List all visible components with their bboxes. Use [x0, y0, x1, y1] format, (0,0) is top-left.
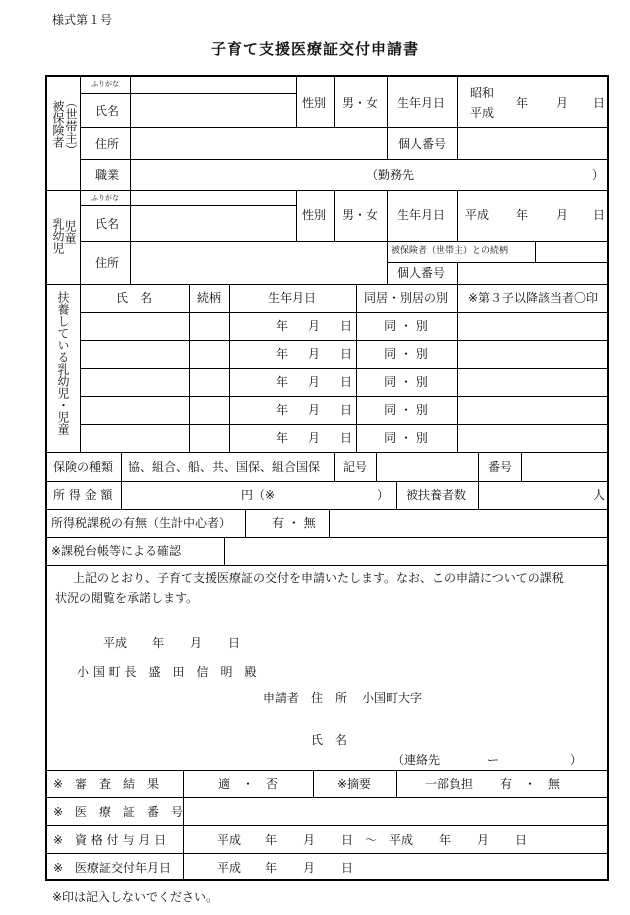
rule [45, 565, 609, 566]
rule [183, 770, 184, 881]
rule [387, 262, 609, 263]
income-close: ） [377, 488, 390, 502]
rule [334, 190, 335, 241]
rule [334, 75, 335, 127]
summary-label: ※摘要 [337, 777, 372, 791]
insured-year-unit: 年 [516, 96, 529, 110]
rule [130, 190, 131, 284]
dependents-header-relation: 続柄 [196, 291, 222, 305]
rule [45, 853, 609, 854]
dependents-header-name: 氏 名 [115, 291, 153, 305]
dependent-row-5-month: 月 [308, 431, 321, 445]
rule [121, 452, 122, 481]
rule [45, 481, 609, 482]
rule [457, 75, 458, 159]
child-name-label: 氏名 [95, 217, 120, 231]
rule [396, 481, 397, 509]
qual-tilde: ～ [365, 833, 378, 847]
dependent-row-2-month: 月 [308, 347, 321, 361]
dependents-header-third-child: ※第３子以降該当者〇印 [467, 291, 599, 305]
insured-furigana-label: ふりがな [91, 80, 119, 88]
insured-sex-options[interactable]: 男・女 [342, 96, 379, 110]
applicant-name-label: 氏 名 [311, 733, 348, 747]
dependents-header-birthdate: 生年月日 [267, 291, 317, 305]
rule [313, 770, 314, 797]
rule [80, 368, 609, 369]
child-personal-number-label: 個人番号 [397, 266, 446, 280]
rule [45, 825, 609, 826]
dependent-row-5-living[interactable]: 同 ・ 別 [384, 431, 428, 445]
rule [80, 340, 609, 341]
insured-workplace-close: ） [592, 168, 605, 182]
copay-label: 一部負担 [425, 777, 474, 791]
child-birthdate-label: 生年月日 [397, 208, 446, 222]
dependent-row-4-day: 日 [340, 403, 353, 417]
declaration-date-year: 年 [152, 636, 165, 650]
insurance-type-options[interactable]: 協、組合、船、共、国保、組合国保 [128, 460, 321, 474]
rule [45, 797, 609, 798]
rule [80, 424, 609, 425]
rule [356, 284, 357, 452]
rule [229, 284, 230, 452]
qual-from-era: 平成 [217, 833, 242, 847]
dependent-row-4-living[interactable]: 同 ・ 別 [384, 403, 428, 417]
child-sex-options[interactable]: 男・女 [342, 208, 379, 222]
income-yen-label: 円（※ [241, 488, 276, 502]
rule [80, 93, 296, 94]
declaration-line-2: 状況の閲覧を承諾します。 [55, 591, 199, 605]
rule [457, 284, 458, 452]
insured-birthdate-label: 生年月日 [397, 96, 446, 110]
dependent-row-4-month: 月 [308, 403, 321, 417]
insured-section-label: 被保険者 [51, 100, 65, 148]
rule [130, 75, 131, 190]
rule [387, 75, 388, 159]
page-title: 子育て支援医療証交付申請書 [210, 40, 419, 58]
child-section-label-1: 乳幼児 [51, 218, 65, 254]
dependent-row-4-year: 年 [276, 403, 289, 417]
applicant-address-label: 住 所 [311, 691, 348, 705]
rule [457, 262, 458, 284]
footer-note: ※印は記入しないでください。 [52, 890, 219, 904]
rule [80, 75, 81, 452]
rule [535, 241, 536, 262]
dependents-header-living: 同居・別居の別 [363, 291, 449, 305]
rule [387, 190, 388, 284]
declaration-line-1: 上記のとおり、子育て支援医療証の交付を申請いたします。なお、この申請についての課税 [73, 571, 564, 585]
insured-name-label: 氏名 [95, 104, 120, 118]
issue-date-label: ※ 医療証交付年月日 [53, 861, 172, 875]
issue-day: 日 [341, 861, 354, 875]
dependent-row-2-year: 年 [276, 347, 289, 361]
child-month-unit: 月 [556, 208, 569, 222]
insured-occupation-label: 職業 [95, 168, 120, 182]
dependents-count-unit: 人 [593, 488, 606, 502]
review-result-options: 適 ・ 否 [218, 777, 279, 791]
declaration-date-era: 平成 [103, 636, 128, 650]
applicant-label: 申請者 [263, 691, 300, 705]
declaration-date-day: 日 [228, 636, 241, 650]
cert-number-label: ※ 医 療 証 番 号 [53, 805, 184, 819]
child-address-label: 住所 [95, 256, 120, 270]
form-number: 様式第１号 [52, 13, 113, 27]
insured-era-heisei[interactable]: 平成 [470, 106, 495, 120]
rule [521, 452, 522, 481]
income-label: 所 得 金 額 [53, 488, 113, 502]
issue-era: 平成 [217, 861, 242, 875]
insurance-symbol-label: 記号 [343, 460, 368, 474]
rule [80, 159, 609, 160]
rule [45, 284, 609, 285]
qual-to-era: 平成 [389, 833, 414, 847]
tax-options[interactable]: 有 ・ 無 [272, 516, 316, 530]
child-era[interactable]: 平成 [465, 208, 490, 222]
insured-section-sublabel: （世帯主） [64, 96, 78, 156]
child-relation-label: 被保険者（世帯主）との続柄 [391, 246, 509, 256]
dependent-row-2-day: 日 [340, 347, 353, 361]
rule [245, 509, 246, 537]
applicant-address-value: 小国町大字 [362, 691, 423, 705]
rule [80, 127, 609, 128]
insured-sex-label: 性別 [302, 96, 327, 110]
rule [296, 75, 297, 127]
applicant-contact-label: （連絡先 [392, 753, 441, 767]
rule [224, 537, 225, 565]
rule [45, 509, 609, 510]
dependent-row-1-day: 日 [340, 319, 353, 333]
rule [80, 312, 609, 313]
rule [121, 481, 122, 509]
issue-month: 月 [303, 861, 316, 875]
tax-label: 所得税課税の有無（生計中心者） [51, 516, 232, 530]
qual-from-year: 年 [265, 833, 278, 847]
review-result-label: ※ 審 査 結 果 [53, 777, 160, 791]
insured-era-showa[interactable]: 昭和 [470, 86, 495, 100]
qual-to-year: 年 [439, 833, 452, 847]
dependent-row-5-year: 年 [276, 431, 289, 445]
rule [80, 396, 609, 397]
insured-workplace-label: （勤務先 [366, 168, 415, 182]
dependents-section-label: 扶養している乳幼児・児童 [56, 291, 70, 435]
rule [296, 190, 297, 241]
dependent-row-5-day: 日 [340, 431, 353, 445]
dependent-row-1-year: 年 [276, 319, 289, 333]
dependents-count-label: 被扶養者数 [406, 488, 467, 502]
applicant-contact-dash: ー [487, 753, 500, 767]
rule [45, 770, 609, 771]
copay-options: 有 ・ 無 [500, 777, 561, 791]
child-sex-label: 性別 [302, 208, 327, 222]
rule [329, 509, 330, 537]
insurance-type-label: 保険の種類 [53, 460, 114, 474]
dependent-row-1-living[interactable]: 同 ・ 別 [384, 319, 428, 333]
rule [457, 190, 458, 241]
declaration-date-month: 月 [190, 636, 203, 650]
rule [376, 452, 377, 481]
insured-personal-number-label: 個人番号 [398, 137, 447, 151]
dependent-row-3-year: 年 [276, 375, 289, 389]
rule [478, 481, 479, 509]
insured-day-unit: 日 [593, 96, 606, 110]
rule [45, 452, 609, 453]
dependent-row-3-month: 月 [308, 375, 321, 389]
qual-to-day: 日 [515, 833, 528, 847]
qual-to-month: 月 [477, 833, 490, 847]
insured-month-unit: 月 [556, 96, 569, 110]
rule [80, 241, 609, 242]
qual-from-day: 日 [341, 833, 354, 847]
qualification-date-label: ※ 資 格 付 与 月 日 [53, 833, 167, 847]
rule [45, 537, 609, 538]
rule [396, 770, 397, 797]
tax-ledger-label: ※課税台帳等による確認 [51, 544, 182, 558]
rule [334, 452, 335, 481]
insured-address-label: 住所 [95, 137, 120, 151]
child-section-label-2: 児童 [63, 220, 77, 244]
dependent-row-1-month: 月 [308, 319, 321, 333]
child-furigana-label: ふりがな [91, 194, 119, 202]
child-day-unit: 日 [593, 208, 606, 222]
qual-from-month: 月 [303, 833, 316, 847]
dependent-row-3-living[interactable]: 同 ・ 別 [384, 375, 428, 389]
rule [189, 284, 190, 452]
dependent-row-2-living[interactable]: 同 ・ 別 [384, 347, 428, 361]
applicant-contact-close: ） [570, 753, 583, 767]
declaration-addressee: 小 国 町 長 盛 田 信 明 殿 [77, 665, 257, 679]
insurance-number-label: 番号 [488, 460, 513, 474]
rule [478, 452, 479, 481]
child-year-unit: 年 [516, 208, 529, 222]
rule [80, 205, 296, 206]
dependent-row-3-day: 日 [340, 375, 353, 389]
issue-year: 年 [265, 861, 278, 875]
